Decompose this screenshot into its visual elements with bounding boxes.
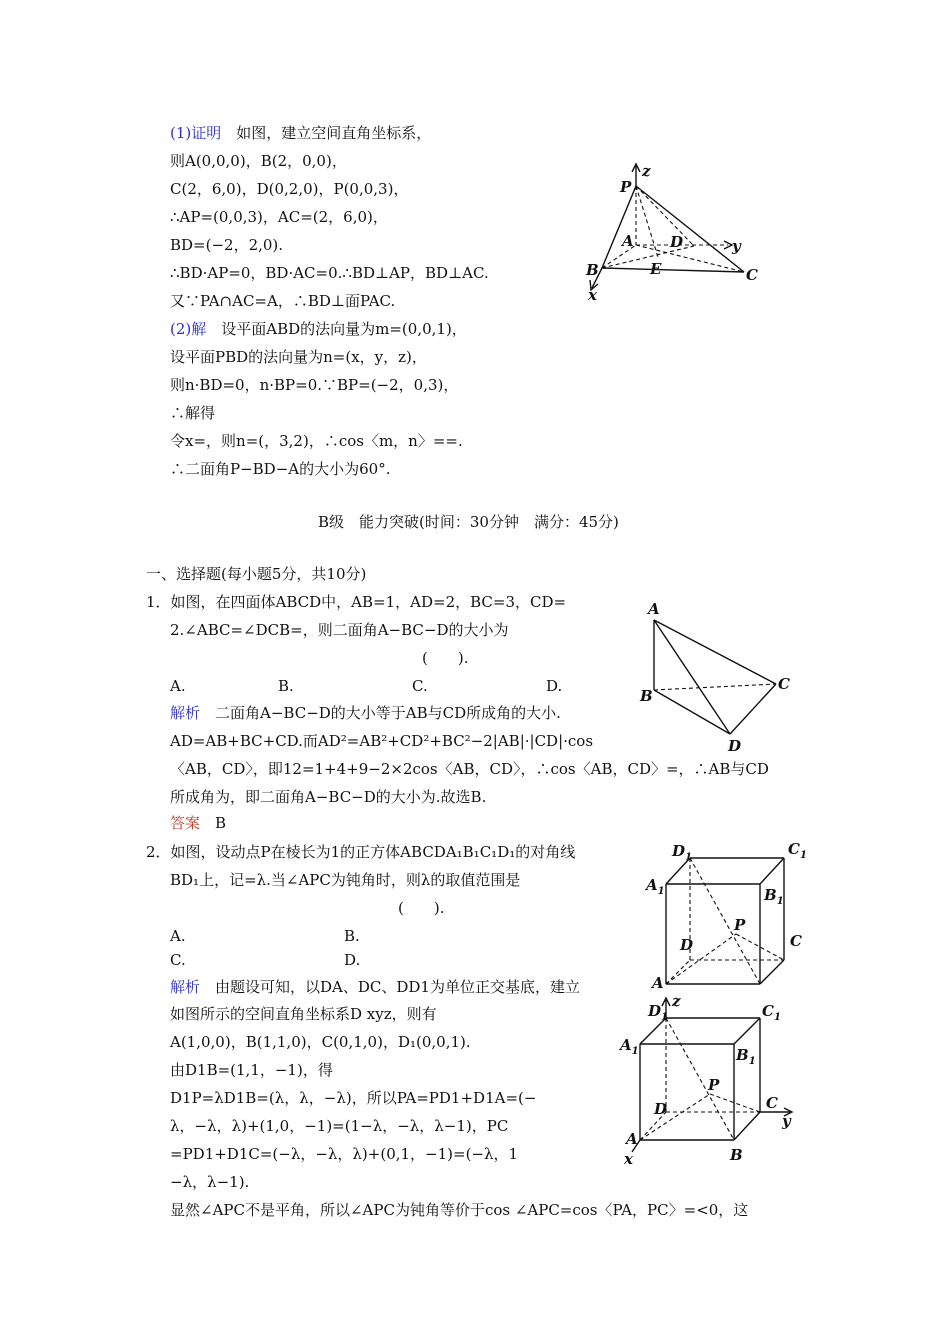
answer-value: B (215, 814, 227, 832)
q2-analysis-line-6: λ，−λ，λ)+(1,0，−1)=(1−λ，−λ，λ−1)，PC (170, 1117, 509, 1135)
figure-tetrahedron-abcd (636, 598, 806, 758)
label-y: y (732, 237, 741, 255)
figure-cube-axes (618, 994, 798, 1170)
proof-tag: (1)证明 (170, 124, 222, 142)
analysis-tag: 解析 (170, 704, 201, 722)
q1-line-2: 2.∠ABC=∠DCB=，则二面角A−BC−D的大小为 (170, 621, 509, 639)
q2-option-b: B. (344, 927, 360, 945)
label-z: z (642, 162, 651, 180)
figure-tetrahedron-axes (578, 158, 778, 308)
solution-line-1: (2)解 设平面ABD的法向量为m=(0,0,1)， (170, 320, 467, 338)
label-C: C (766, 1094, 778, 1112)
q1-option-b: B. (278, 677, 294, 695)
label-A1: $A_1$ (646, 876, 665, 897)
label-x: x (624, 1150, 633, 1168)
analysis-tag: 解析 (170, 978, 201, 996)
label-C: C (790, 932, 802, 950)
q1-blank: ( ). (422, 649, 469, 667)
q2-option-c: C. (170, 951, 186, 969)
label-A: A (626, 1130, 638, 1148)
q1-analysis-line-1: 解析 二面角A−BC−D的大小等于AB与CD所成角的大小. (170, 704, 561, 722)
section-heading: 一、选择题(每小题5分，共10分) (146, 565, 367, 583)
label-A: A (652, 974, 664, 992)
label-B: B (586, 261, 599, 279)
text-line: 令x=，则n=(，3,2)，∴cos〈m，n〉==. (170, 432, 463, 450)
text-line: BD=(−2，2,0). (170, 236, 284, 254)
q1-analysis-line-4: 所成角为，即二面角A−BC−D的大小为.故选B. (170, 788, 487, 806)
label-C1: $C_1$ (762, 1002, 781, 1023)
label-x: x (588, 286, 597, 304)
text-line: ∴BD·AP=0，BD·AC=0.∴BD⊥AP，BD⊥AC. (170, 264, 489, 282)
text-line: 又∵PA∩AC=A，∴BD⊥面PAC. (170, 292, 396, 310)
text-line: C(2，6,0)，D(0,2,0)，P(0,0,3)， (170, 180, 409, 198)
q2-analysis-line-4: 由D1B=(1,1，−1)，得 (170, 1061, 333, 1079)
label-D: D (670, 233, 684, 251)
label-D1: $D_1$ (672, 842, 692, 863)
q2-option-d: D. (344, 951, 361, 969)
label-P: P (708, 1076, 720, 1094)
label-C: C (778, 675, 790, 693)
q2-analysis-line-5: D1P=λD1B=(λ，λ，−λ)，所以PA=PD1+D1A=(− (170, 1089, 537, 1107)
q1-analysis-line-2: AD=AB+BC+CD.而AD²=AB²+CD²+BC²−2|AB|·|CD|·cos (170, 732, 594, 750)
label-E: E (650, 260, 662, 278)
label-D: D (728, 737, 742, 755)
text-line: ∴二面角P−BD−A的大小为60°. (170, 460, 391, 478)
section-title: B级 能力突破(时间：30分钟 满分：45分) (318, 513, 619, 531)
label-D1: $D_1$ (648, 1002, 668, 1023)
label-B: B (730, 1146, 743, 1164)
q1-option-c: C. (412, 677, 428, 695)
proof-line-1: (1)证明 如图，建立空间直角坐标系， (170, 124, 432, 142)
q2-analysis-line-7: =PD1+D1C=(−λ，−λ，λ)+(0,1，−1)=(−λ，1 (170, 1145, 519, 1163)
text-line: 设平面PBD的法向量为n=(x，y，z)， (170, 348, 427, 366)
label-B1: $B_1$ (764, 886, 784, 907)
q2-option-a: A. (170, 927, 186, 945)
q2-line-1: 2．如图，设动点P在棱长为1的正方体ABCDA₁B₁C₁D₁的对角线 (146, 843, 576, 861)
solution-tag: (2)解 (170, 320, 207, 338)
label-P: P (734, 916, 746, 934)
label-D: D (680, 936, 694, 954)
label-A: A (648, 600, 660, 618)
label-C: C (746, 266, 758, 284)
q2-blank: ( ). (398, 899, 445, 917)
q2-analysis-line-8: −λ，λ−1). (170, 1173, 250, 1191)
label-y: y (782, 1112, 791, 1130)
q1-answer-line (170, 813, 226, 833)
q1-analysis-line-3: 〈AB，CD〉，即12=1+4+9−2×2cos〈AB，CD〉，∴cos〈AB，CD〉=，∴AB与CD (170, 760, 769, 778)
q1-line-1: 1．如图，在四面体ABCD中，AB=1，AD=2，BC=3，CD= (146, 593, 567, 611)
label-B: B (640, 687, 653, 705)
q2-analysis-line-1: 解析 由题设可知，以DA、DC、DD1为单位正交基底，建立 (170, 978, 580, 996)
text-line: ∴AP=(0,0,3)，AC=(2，6,0)， (170, 208, 388, 226)
label-C1: $C_1$ (788, 840, 807, 861)
q2-analysis-line-3: A(1,0,0)，B(1,1,0)，C(0,1,0)，D₁(0,0,1). (170, 1033, 471, 1051)
label-z: z (672, 994, 681, 1010)
label-D: D (654, 1100, 668, 1118)
q2-analysis-line-2: 如图所示的空间直角坐标系D xyz，则有 (170, 1005, 437, 1023)
figure-cube (644, 838, 812, 998)
q1-option-d: D. (546, 677, 563, 695)
text-line: ∴解得 (170, 404, 216, 422)
q1-option-a: A. (170, 677, 186, 695)
label-B1: $B_1$ (736, 1046, 756, 1067)
text-line: 则A(0,0,0)，B(2，0,0)， (170, 152, 347, 170)
label-P: P (620, 178, 632, 196)
label-A1: $A_1$ (620, 1036, 639, 1057)
text-line: 则n·BD=0，n·BP=0.∵BP=(−2，0,3)， (170, 376, 459, 394)
q2-analysis-line-9: 显然∠APC不是平角，所以∠APC为钝角等价于cos ∠APC=cos〈PA，PC〉=<0，这 (170, 1201, 749, 1219)
label-A: A (622, 232, 634, 250)
answer-tag: 答案 (170, 814, 201, 832)
q2-line-2: BD₁上，记=λ.当∠APC为钝角时，则λ的取值范围是 (170, 871, 521, 889)
